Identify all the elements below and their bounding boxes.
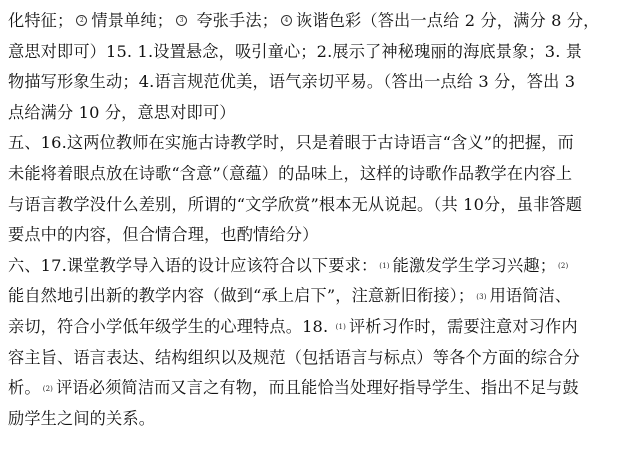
- item-number-marker: 3: [176, 15, 187, 26]
- text-segment: 诙谐色彩（答出一点给 2 分，满分 8 分，: [296, 11, 600, 30]
- text-segment: 用语简洁、: [489, 286, 572, 306]
- item-number-marker: (1): [379, 262, 390, 271]
- text-segment: 五、16.这两位教师在实施古诗教学时，只是着眼于古诗语言“含义”的把握，而: [8, 133, 574, 153]
- text-segment: 未能将着眼点放在诗歌“含意”（意蕴）的品味上，这样的诗歌作品教学在内容上: [8, 163, 573, 183]
- text-line: [8, 281, 608, 312]
- text-line: [8, 159, 608, 190]
- text-line: [8, 220, 608, 251]
- text-segment: 容主旨、语言表达、结构组织以及规范（包括语言与标点）等各个方面的综合分: [8, 347, 580, 367]
- answer-document: [8, 6, 608, 434]
- text-line: [8, 37, 608, 68]
- text-segment: 点给满分 10 分，意思对即可）: [8, 102, 236, 122]
- item-number-marker: 2: [76, 15, 87, 26]
- text-segment: 意思对即可）15. 1.设置悬念，吸引童心；2.展示了神秘瑰丽的海底景象；3. 景: [8, 41, 583, 61]
- text-segment: 六、17.课堂教学导入语的设计应该符合以下要求：: [8, 255, 378, 275]
- text-line: [8, 373, 608, 404]
- item-number-marker: (1): [335, 323, 346, 332]
- text-line: [8, 343, 608, 374]
- text-segment: 析。: [8, 378, 41, 398]
- text-line: [8, 190, 608, 221]
- text-segment: 夸张手法；: [191, 11, 279, 30]
- text-line: [8, 6, 608, 37]
- item-number-marker: 4: [281, 15, 292, 26]
- text-line: [8, 67, 608, 98]
- text-line: [8, 251, 608, 282]
- text-segment: 与语言教学没什么差别，所谓的“文学欣赏”根本无从说起。（共 10分，虽非答题: [8, 194, 583, 214]
- text-segment: 能自然地引出新的教学内容（做到“承上启下”，注意新旧衔接）；: [8, 286, 475, 306]
- text-segment: 评析习作时，需要注意对习作内: [348, 316, 578, 336]
- text-segment: 化特征；: [8, 11, 74, 30]
- text-segment: 励学生之间的关系。: [8, 408, 156, 428]
- text-line: [8, 98, 608, 129]
- item-number-marker: (2): [42, 384, 54, 393]
- text-segment: 亲切，符合小学低年级学生的心理特点。18.: [8, 316, 334, 336]
- text-segment: 能激发学生学习兴趣；: [392, 255, 557, 275]
- text-segment: 物描写形象生动；4.语言规范优美，语气亲切平易。（答出一点给 3 分，答出 3: [8, 72, 576, 92]
- text-segment: 情景单纯；: [91, 11, 174, 30]
- text-line: [8, 404, 608, 435]
- text-line: [8, 312, 608, 343]
- text-line: [8, 128, 608, 159]
- item-number-marker: (2): [558, 262, 569, 271]
- text-segment: 评语必须简洁而又言之有物，而且能恰当处理好指导学生、指出不足与鼓: [56, 378, 579, 398]
- item-number-marker: (3): [476, 292, 487, 301]
- text-segment: 要点中的内容，但合情合理，也酌情给分）: [8, 225, 319, 245]
